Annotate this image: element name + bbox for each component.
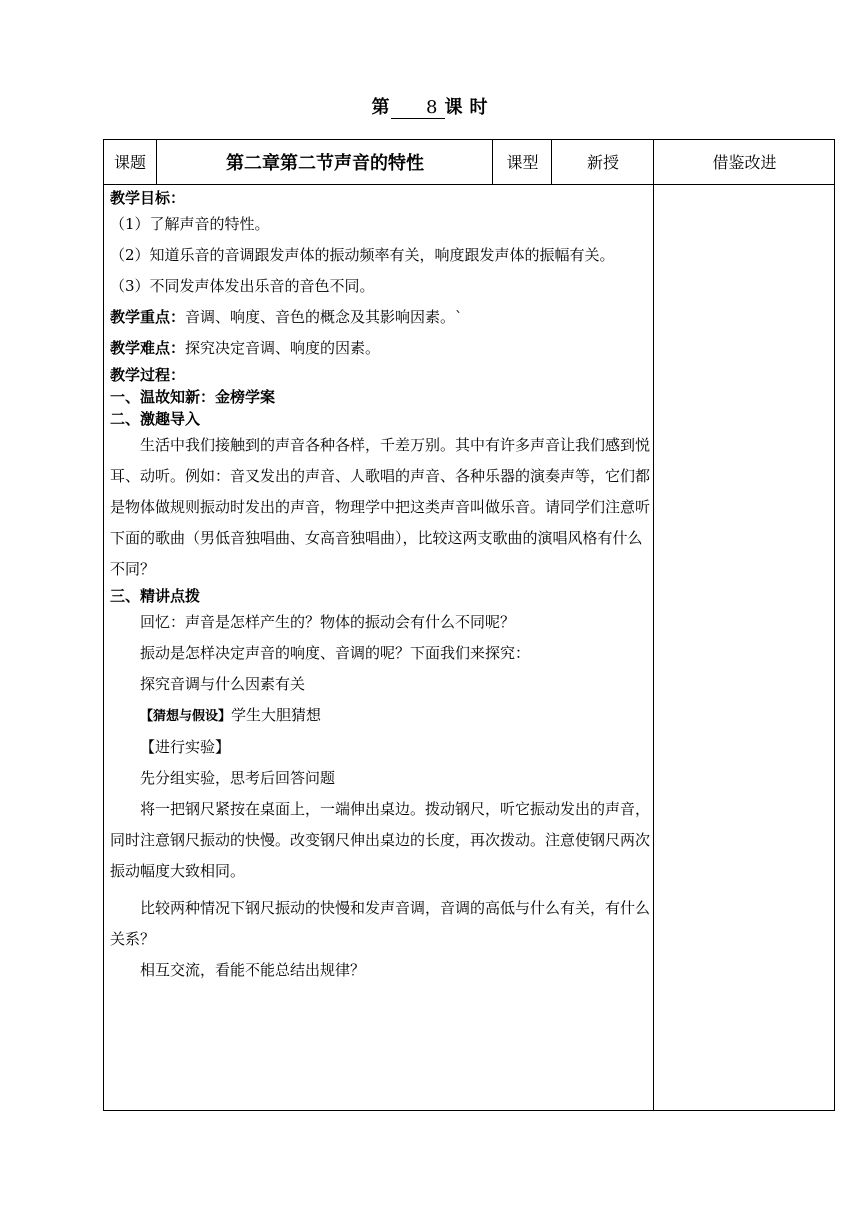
- difficulty-text: 探究决定音调、响度的因素。: [185, 339, 381, 357]
- type-value: 新授: [586, 153, 619, 172]
- lesson-number-title: [0, 93, 860, 119]
- explore-title: 探究音调与什么因素有关: [140, 675, 306, 693]
- goals-label: 教学目标：: [110, 189, 186, 207]
- key-points-text: 音调、响度、音色的概念及其影响因素。`: [185, 308, 463, 326]
- guess-text: 学生大胆猜想: [231, 706, 322, 724]
- key-points-label: 教学重点：: [110, 308, 186, 326]
- recall-question: 回忆：声音是怎样产生的？物体的振动会有什么不同呢？: [140, 613, 516, 631]
- goal-item-3: （3）不同发声体发出乐音的音色不同。: [110, 277, 375, 295]
- topic-value: 第二章第二节声音的特性: [226, 152, 424, 174]
- title-prefix: 第: [371, 97, 391, 118]
- exchange-text: 相互交流，看能不能总结出规律？: [140, 961, 366, 979]
- intro-paragraph: 生活中我们接触到的声音各种各样，千差万别。其中有许多声音让我们感到悦耳、动听。例如：音叉发出的声音、人歌唱的声音、各种乐器的演奏声等，它们都是物体做规则振动时发出的声音，物理学中把这类声音叫做乐音。请同学们注意听下面的歌曲（男低音独唱曲、女高音独唱曲），比较这两支歌曲的演唱风格有什么不同？: [110, 436, 651, 578]
- section-review: 一、温故知新：金榜学案: [110, 388, 276, 406]
- experiment-text: 将一把钢尺紧按在桌面上，一端伸出桌边。拨动钢尺，听它振动发出的声音，同时注意钢尺振动的快慢。改变钢尺伸出桌边的长度，再次拨动。注意使钢尺两次振动幅度大致相同。: [110, 800, 651, 880]
- title-suffix-a: 课: [444, 97, 464, 118]
- topic-label: 课题: [113, 153, 146, 172]
- title-suffix-b: 时: [469, 97, 489, 118]
- group-instruction: 先分组实验，思考后回答问题: [140, 769, 336, 787]
- process-label: 教学过程：: [110, 366, 186, 384]
- lesson-content: [110, 187, 650, 986]
- reference-label: 借鉴改进: [712, 153, 777, 172]
- section-explain: 三、精讲点拨: [110, 587, 201, 605]
- guess-label: 【猜想与假设】: [140, 709, 232, 724]
- vibration-question: 振动是怎样决定声音的响度、音调的呢？下面我们来探究：: [140, 644, 531, 662]
- goal-item-1: （1）了解声音的特性。: [110, 215, 270, 233]
- type-label: 课型: [506, 153, 539, 172]
- goal-item-2: （2）知道乐音的音调跟发声体的振动频率有关，响度跟发声体的振幅有关。: [110, 246, 615, 264]
- difficulty-label: 教学难点：: [110, 339, 186, 357]
- compare-question: 比较两种情况下钢尺振动的快慢和发声音调，音调的高低与什么有关，有什么关系？: [110, 899, 651, 948]
- experiment-label: 【进行实验】: [140, 738, 231, 756]
- section-intro: 二、激趣导入: [110, 410, 201, 428]
- lesson-number: 8: [391, 98, 445, 119]
